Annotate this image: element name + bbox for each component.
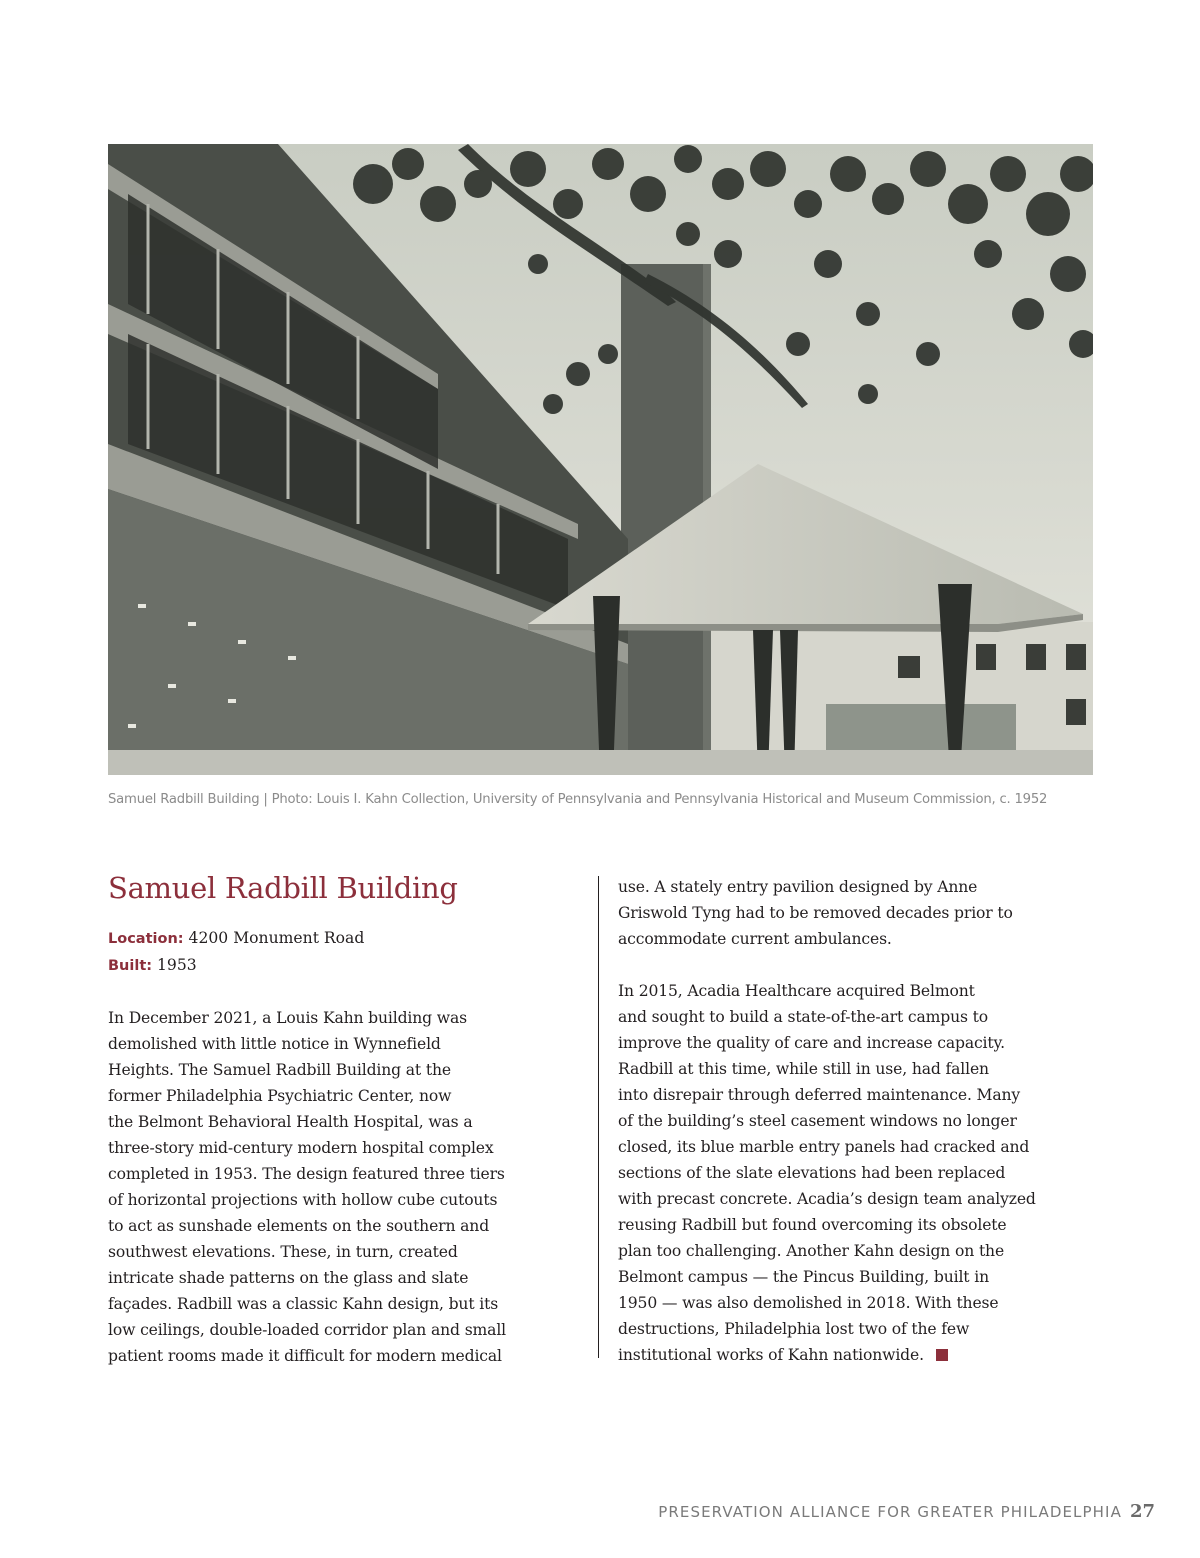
- architectural-photo-icon: [108, 144, 1093, 775]
- column-divider: [598, 876, 599, 1358]
- end-mark-icon: [936, 1349, 948, 1361]
- text-line: former Philadelphia Psychiatric Center, now: [108, 1087, 452, 1105]
- text-line: destructions, Philadelphia lost two of the few: [618, 1320, 970, 1338]
- text-line: demolished with little notice in Wynnefield: [108, 1035, 441, 1053]
- article-title: Samuel Radbill Building: [108, 871, 458, 905]
- text-line: sections of the slate elevations had been replaced: [618, 1164, 1006, 1182]
- text-line: patient rooms made it difficult for modern medical: [108, 1347, 502, 1365]
- text-line: the Belmont Behavioral Health Hospital, was a: [108, 1113, 473, 1131]
- paragraph-gap: [618, 952, 1098, 978]
- text-line: Radbill at this time, while still in use, had fallen: [618, 1060, 989, 1078]
- text-line: to act as sunshade elements on the southern and: [108, 1217, 490, 1235]
- building-photo: [108, 144, 1093, 775]
- built-value: 1953: [157, 956, 197, 974]
- text-line: accommodate current ambulances.: [618, 930, 892, 948]
- page-number: 27: [1129, 1501, 1155, 1522]
- last-text-line: [618, 1342, 1098, 1368]
- text-line: completed in 1953. The design featured three tiers: [108, 1165, 505, 1183]
- location-row: [108, 925, 586, 952]
- publication-name: PRESERVATION ALLIANCE FOR GREATER PHILADELPHIA: [658, 1503, 1122, 1521]
- text-line: closed, its blue marble entry panels had cracked and: [618, 1138, 1030, 1156]
- text-line: plan too challenging. Another Kahn design on the: [618, 1242, 1005, 1260]
- built-row: [108, 952, 586, 979]
- text-line: use. A stately entry pavilion designed by Anne: [618, 878, 978, 896]
- page-footer: [658, 1501, 1155, 1522]
- right-column-text: [618, 874, 1098, 1368]
- text-line: of the building’s steel casement windows no longer: [618, 1112, 1017, 1130]
- text-line: intricate shade patterns on the glass and slate: [108, 1269, 469, 1287]
- built-label: Built:: [108, 958, 153, 974]
- left-column-text: [108, 1005, 586, 1369]
- text-line: into disrepair through deferred maintenance. Many: [618, 1086, 1021, 1104]
- article-right-column: [618, 874, 1098, 1368]
- text-line: Griswold Tyng had to be removed decades prior to: [618, 904, 1013, 922]
- text-line: improve the quality of care and increase capacity.: [618, 1034, 1005, 1052]
- text-line: In 2015, Acadia Healthcare acquired Belmont: [618, 982, 975, 1000]
- text-line: with precast concrete. Acadia’s design team analyzed: [618, 1190, 1036, 1208]
- text-line: 1950 — was also demolished in 2018. With these: [618, 1294, 999, 1312]
- article-meta: [108, 925, 586, 979]
- photo-caption: Samuel Radbill Building | Photo: Louis I. Kahn Collection, University of Pennsylvania and Pennsylvania Historical and Museum Commission, c. 1952: [108, 792, 1048, 807]
- location-label: Location:: [108, 931, 184, 947]
- location-value: 4200 Monument Road: [188, 929, 365, 947]
- text-line: reusing Radbill but found overcoming its obsolete: [618, 1216, 1007, 1234]
- text-line: In December 2021, a Louis Kahn building was: [108, 1009, 467, 1027]
- text-line: and sought to build a state-of-the-art campus to: [618, 1008, 989, 1026]
- text-line: Belmont campus — the Pincus Building, built in: [618, 1268, 989, 1286]
- text-line-content: institutional works of Kahn nationwide.: [618, 1346, 924, 1364]
- text-line: southwest elevations. These, in turn, created: [108, 1243, 458, 1261]
- text-line: low ceilings, double-loaded corridor plan and small: [108, 1321, 507, 1339]
- text-line: of horizontal projections with hollow cube cutouts: [108, 1191, 498, 1209]
- text-line: Heights. The Samuel Radbill Building at the: [108, 1061, 451, 1079]
- text-line: three-story mid-century modern hospital complex: [108, 1139, 494, 1157]
- article-left-column: [108, 868, 586, 1369]
- text-line: façades. Radbill was a classic Kahn design, but its: [108, 1295, 499, 1313]
